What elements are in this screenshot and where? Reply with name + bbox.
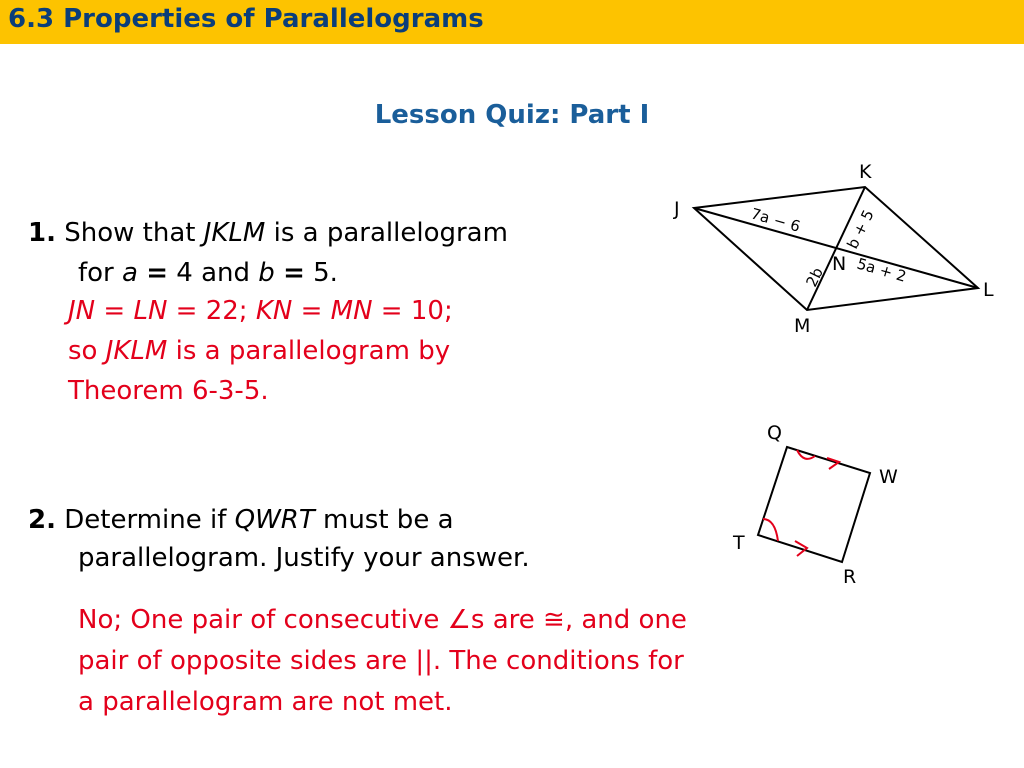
problem2-answer-line2: pair of opposite sides are ||. The conditions for — [78, 646, 684, 676]
problem1-answer-line1 — [68, 291, 453, 331]
answer-ln: LN — [133, 296, 168, 326]
label-w: W — [879, 466, 898, 488]
problem2-number: 2. — [28, 505, 56, 535]
answer-p3: = — [292, 296, 331, 326]
label-k: K — [859, 161, 872, 183]
quadrilateral-qwrt-figure — [725, 415, 915, 590]
problem1-val-b: 5. — [313, 258, 338, 288]
problem1-answer-line3: Theorem 6-3-5. — [68, 376, 269, 406]
answer-p1: = — [95, 296, 134, 326]
label-r: R — [843, 566, 857, 588]
answer-line2b: is a parallelogram by — [167, 336, 451, 366]
label-l: L — [983, 279, 994, 301]
problem1-answer-line2 — [68, 331, 450, 371]
problem1-line2 — [78, 256, 338, 290]
problem1-eq2: = — [283, 258, 305, 288]
problem1-text-c: for — [78, 258, 114, 288]
problem2-line2: parallelogram. Justify your answer. — [78, 543, 530, 573]
problem1-val-a: 4 — [176, 258, 193, 288]
congruent-symbol: ≅ — [543, 605, 565, 635]
problem1-text-a: Show that — [64, 218, 196, 248]
answer-mn: MN — [330, 296, 373, 326]
problem1-eq1: = — [146, 258, 169, 288]
answer-kn: KN — [255, 296, 293, 326]
qwrt-outline — [758, 447, 870, 562]
problem2-text-a: Determine if — [64, 505, 227, 535]
quiz-title: Lesson Quiz: Part I — [374, 100, 650, 130]
label-m: M — [794, 315, 811, 337]
segment-nl-label: 5a + 2 — [854, 254, 909, 286]
segment-kn-label: b + 5 — [843, 206, 878, 252]
problem2-text-b: must be a — [323, 505, 454, 535]
problem2-figure-name: QWRT — [234, 505, 315, 535]
label-q: Q — [767, 422, 782, 444]
answer-p4: = 10; — [372, 296, 453, 326]
segment-mn-label: 2b — [802, 264, 827, 290]
answer-p2: = 22; — [167, 296, 256, 326]
parallel-arrow-qw — [827, 458, 839, 469]
answer-line2a: so — [68, 336, 106, 366]
problem2-answer-line1 — [78, 600, 687, 640]
segment-jn-label: 7a − 6 — [748, 204, 803, 236]
problem2-line1 — [28, 503, 454, 537]
problem1-line1 — [28, 216, 508, 250]
answer2-line1a: No; One pair of consecutive — [78, 605, 448, 635]
slide-title: 6.3 Properties of Parallelograms — [8, 4, 484, 34]
title-bar — [0, 0, 1024, 44]
answer2-line1c: , and one — [564, 605, 687, 635]
problem1-var-b: b — [258, 258, 275, 288]
problem1-var-a: a — [122, 258, 138, 288]
problem1-and: and — [201, 258, 251, 288]
answer-line2-name: JKLM — [105, 336, 168, 366]
problem1-number: 1. — [28, 218, 56, 248]
parallelogram-jklm-figure — [670, 160, 1010, 340]
angle-symbol: ∠ — [447, 605, 471, 635]
label-j: J — [674, 198, 680, 220]
label-n: N — [832, 253, 847, 275]
label-t: T — [733, 532, 745, 554]
problem1-figure-name: JKLM — [203, 218, 266, 248]
problem2-answer-line3: a parallelogram are not met. — [78, 687, 453, 717]
answer2-line1b: s are — [470, 605, 544, 635]
problem1-text-b: is a parallelogram — [273, 218, 508, 248]
answer-jn: JN — [68, 296, 96, 326]
